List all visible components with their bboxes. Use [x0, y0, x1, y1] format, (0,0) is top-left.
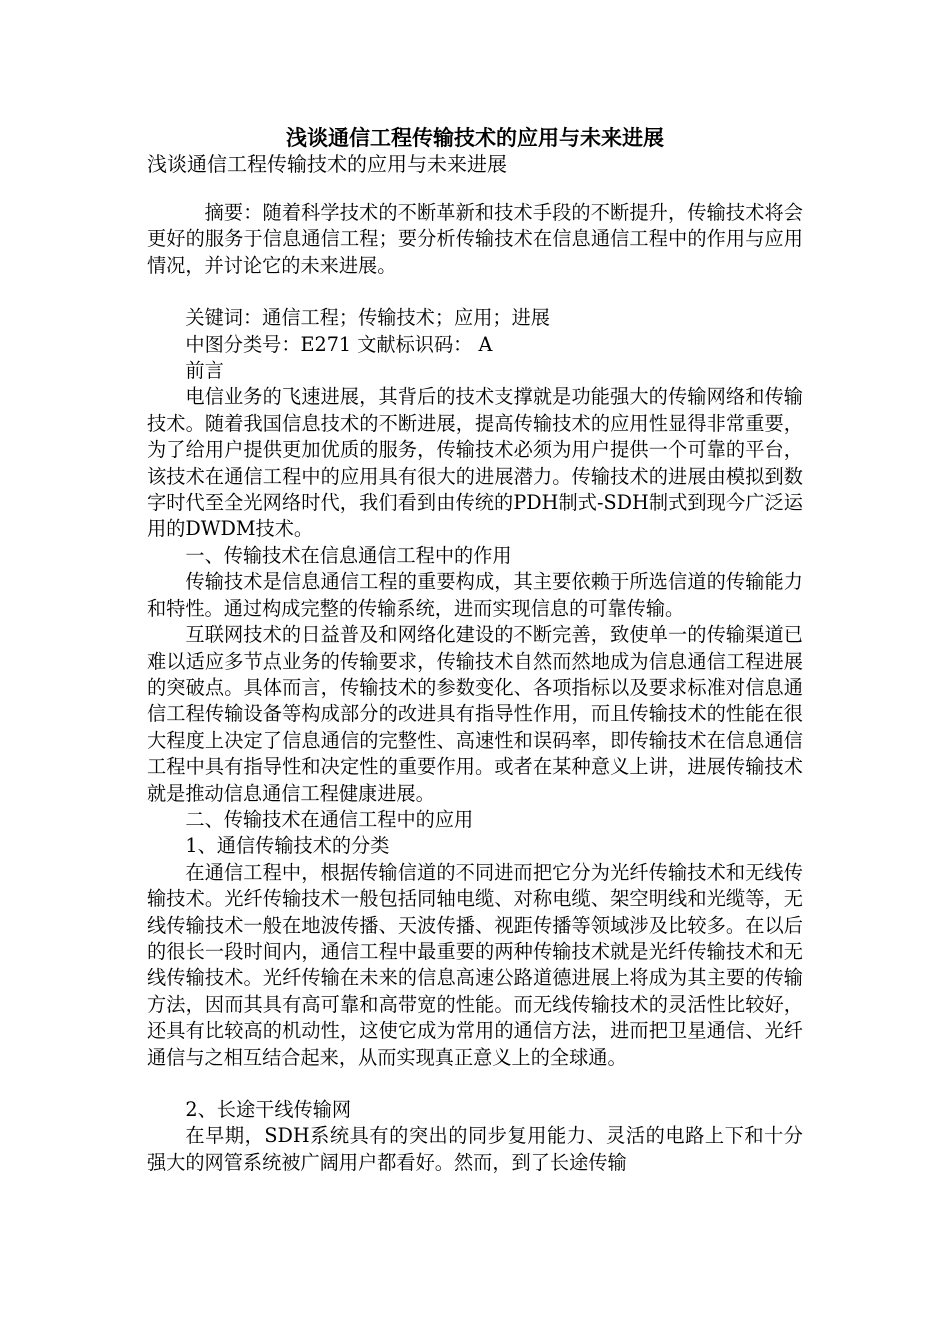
document-body [147, 200, 803, 1176]
document-subtitle: 浅谈通信工程传输技术的应用与未来进展 [147, 152, 507, 176]
preface-heading: 前言 [185, 359, 224, 383]
abstract-paragraph: 摘要：随着科学技术的不断革新和技术手段的不断提升，传输技术将会更好的服务于信息通信工程；要分析传输技术在信息通信工程中的作用与应用情况，并讨论它的未来进展。 [147, 201, 803, 277]
subsection2-heading: 2、长途干线传输网 [185, 1098, 352, 1121]
keywords-line: 关键词：通信工程；传输技术；应用；进展 [185, 306, 550, 330]
preface-paragraph: 电信业务的飞速进展，其背后的技术支撑就是功能强大的传输网络和传输技术。随着我国信息技术的不断进展，提高传输技术的应用性显得非常重要，为了给用户提供更加优质的服务，传输技术必须为用户提供一个可靠的平台，该技术在通信工程中的应用具有很大的进展潜力。传输技术的进展由模拟到数字时代至全光网络时代，我们看到由传统的PDH制式-SDH制式到现今广泛运用的DWDM技术。 [147, 385, 803, 541]
section1-heading: 一、传输技术在信息通信工程中的作用 [185, 543, 512, 567]
section1-paragraph-2: 互联网技术的日益普及和网络化建设的不断完善，致使单一的传输渠道已难以适应多节点业务的传输要求，传输技术自然而然地成为信息通信工程进展的突破点。具体而言，传输技术的参数变化、各项指标以及要求标准对信息通信工程传输设备等构成部分的改进具有指导性作用，而且传输技术的性能在很大程度上决定了信息通信的完整性、高速性和误码率，即传输技术在信息通信工程中具有指导性和决定性的重要作用。或者在某种意义上讲，进展传输技术就是推动信息通信工程健康进展。 [147, 623, 803, 805]
spacer [147, 1071, 803, 1097]
section2-heading: 二、传输技术在通信工程中的应用 [185, 807, 474, 831]
classification-line: 中图分类号：E271 文献标识码： A [185, 332, 493, 356]
subsection1-paragraph: 在通信工程中，根据传输信道的不同进而把它分为光纤传输技术和无线传输技术。光纤传输技术一般包括同轴电缆、对称电缆、架空明线和光缆等，无线传输技术一般在地波传播、天波传播、视距传播等领域涉及比较多。在以后的很长一段时间内，通信工程中最重要的两种传输技术就是光纤传输技术和无线传输技术。光纤传输在未来的信息高速公路道德进展上将成为其主要的传输方法，因而其具有高可靠和高带宽的性能。而无线传输技术的灵活性比较好，还具有比较高的机动性，这使它成为常用的通信方法，进而把卫星通信、光纤通信与之相互结合起来，从而实现真正意义上的全球通。 [147, 860, 803, 1069]
spacer [147, 279, 803, 305]
subsection2-paragraph: 在早期，SDH系统具有的突出的同步复用能力、灵活的电路上下和十分强大的网管系统被广阔用户都看好。然而，到了长途传输 [147, 1124, 803, 1174]
section1-paragraph-1: 传输技术是信息通信工程的重要构成，其主要依赖于所选信道的传输能力和特性。通过构成完整的传输系统，进而实现信息的可靠传输。 [147, 570, 803, 620]
subsection1-heading: 1、通信传输技术的分类 [185, 834, 390, 858]
document-title: 浅谈通信工程传输技术的应用与未来进展 [286, 126, 664, 150]
